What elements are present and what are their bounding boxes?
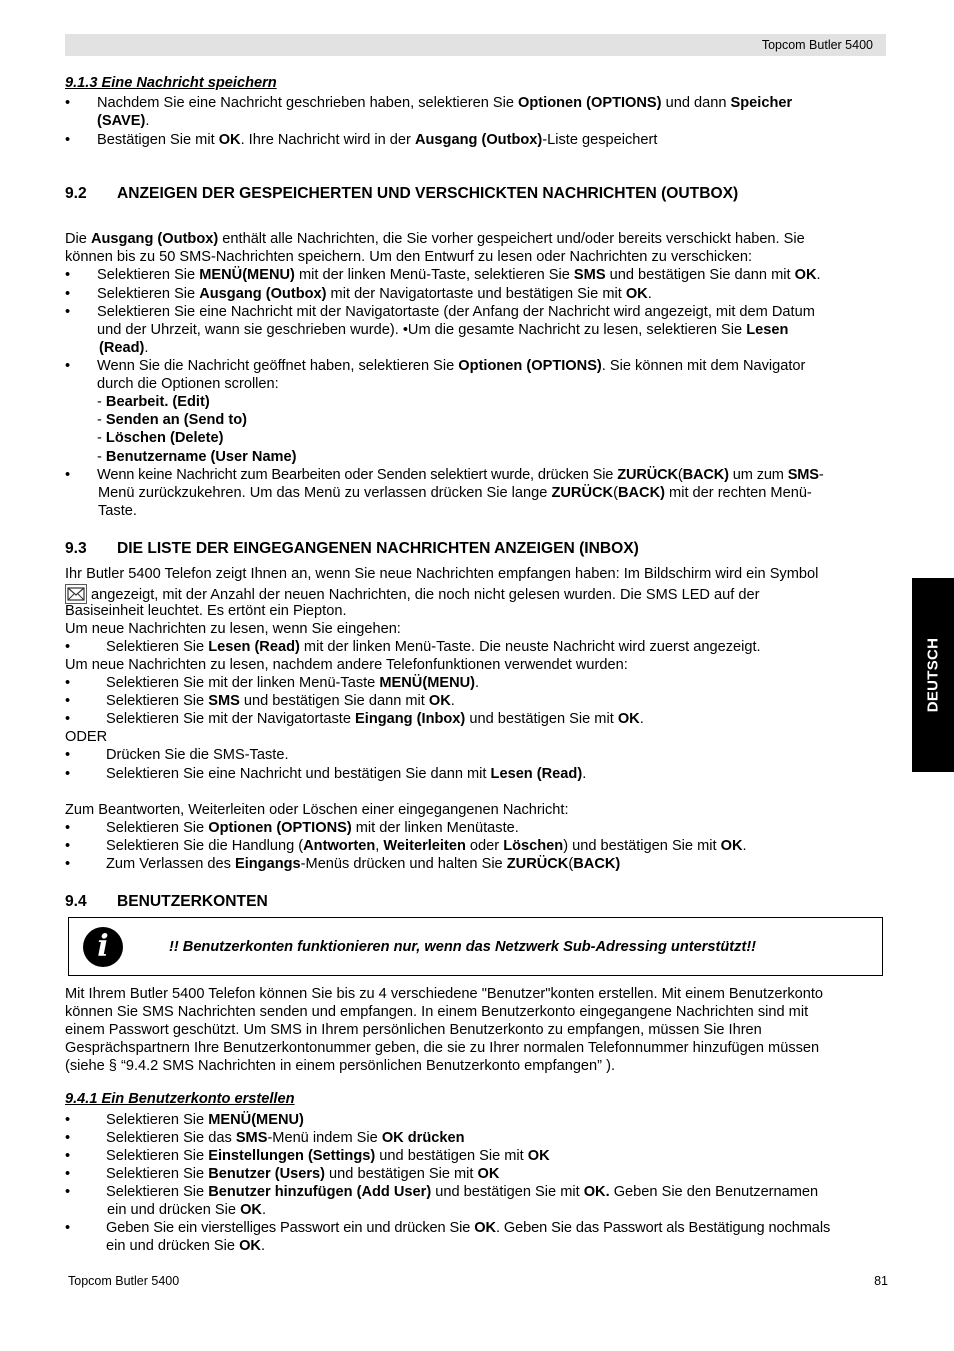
list-item-cont: (SAVE). [97,113,150,129]
list-item: • Selektieren Sie Ausgang (Outbox) mit der Navigatortaste und bestätigen Sie mit OK. [65,286,652,302]
paragraph: Ihr Butler 5400 Telefon zeigt Ihnen an, wenn Sie neue Nachrichten empfangen haben: Im Bildschirm wird ein Symbol [65,566,819,582]
list-item: • Selektieren Sie mit der linken Menü-Taste MENÜ(MENU). [65,675,480,691]
paragraph: angezeigt, mit der Anzahl der neuen Nachrichten, die noch nicht gelesen wurden. Die SMS LED auf der [65,584,759,604]
footer-title: Topcom Butler 5400 [68,1274,180,1288]
list-item: • Selektieren Sie mit der Navigatortaste Eingang (Inbox) und bestätigen Sie mit OK. [65,711,644,727]
subsection-title-913: 9.1.3 Eine Nachricht speichern [65,75,277,91]
language-tab [912,578,954,772]
header-title: Topcom Butler 5400 [761,38,873,52]
paragraph: Gesprächspartnern Ihre Benutzerkontonummer geben, die sie zu Ihrer normalen Telefonnummer hinzufügen müssen [65,1040,820,1056]
paragraph: einem Passwort geschützt. Um SMS in Ihrem persönlichen Benutzerkonto zu empfangen, müssen Sie Ihren [65,1022,762,1038]
page-number: 81 [874,1274,888,1288]
list-item: • Selektieren Sie die Handlung (Antworten, Weiterleiten oder Löschen) und bestätigen Sie mit OK. [65,838,747,854]
list-item-cont: ein und drücken Sie OK. [106,1238,266,1254]
paragraph: ODER [65,729,108,745]
list-item: • Wenn keine Nachricht zum Bearbeiten oder Senden selektiert wurde, drücken Sie ZURÜCK(BACK) um zum SMS- [65,467,824,483]
list-item: • Bestätigen Sie mit OK. Ihre Nachricht wird in der Ausgang (Outbox)-Liste gespeichert [65,132,658,148]
subsection-title-941: 9.4.1 Ein Benutzerkonto erstellen [65,1091,295,1107]
list-item: • Selektieren Sie eine Nachricht mit der Navigatortaste (der Anfang der Nachricht wird angezeigt, mit dem Datum [65,304,815,320]
list-item: • Nachdem Sie eine Nachricht geschrieben haben, selektieren Sie Optionen (OPTIONS) und dann Speicher [65,95,793,111]
info-icon: i [83,927,123,967]
list-item-cont: (Read). [99,340,149,356]
paragraph: Basiseinheit leuchtet. Es ertönt ein Piepton. [65,603,347,619]
list-item: • Selektieren Sie eine Nachricht und bestätigen Sie dann mit Lesen (Read). [65,766,587,782]
paragraph: können Sie SMS Nachrichten senden und empfangen. In einem Benutzerkonto eingegangene Nachrichten sind mit [65,1004,809,1020]
list-item: • Wenn Sie die Nachricht geöffnet haben, selektieren Sie Optionen (OPTIONS). Sie können mit dem Navigator [65,358,806,374]
list-item: • Selektieren Sie MENÜ(MENU) mit der linken Menü-Taste, selektieren Sie SMS und bestätigen Sie dann mit OK. [65,267,821,283]
page-header [65,34,886,56]
paragraph: (siehe § “9.4.2 SMS Nachrichten in einem persönlichen Benutzerkonto empfangen” ). [65,1058,615,1074]
option-item: - Senden an (Send to) [97,412,247,428]
info-note-text: !! Benutzerkonten funktionieren nur, wenn das Netzwerk Sub-Adressing unterstützt!! [169,939,757,955]
list-item: • Selektieren Sie MENÜ(MENU) [65,1112,304,1128]
section-heading-94: 9.4 BENUTZERKONTEN [65,893,268,910]
option-item: - Benutzername (User Name) [97,449,297,465]
option-item: - Bearbeit. (Edit) [97,394,210,410]
section-heading-92: 9.2 ANZEIGEN DER GESPEICHERTEN UND VERSCHICKTEN NACHRICHTEN (OUTBOX) [65,185,739,202]
list-item: • Selektieren Sie Benutzer hinzufügen (Add User) und bestätigen Sie mit OK. Geben Sie den Benutzernamen [65,1184,819,1200]
paragraph: Zum Beantworten, Weiterleiten oder Löschen einer eingegangenen Nachricht: [65,802,569,818]
list-item: • Drücken Sie die SMS-Taste. [65,747,289,763]
list-item: • Selektieren Sie SMS und bestätigen Sie dann mit OK. [65,693,455,709]
paragraph: können bis zu 50 SMS-Nachrichten speichern. Um den Entwurf zu lesen oder Nachrichten zu verschicken: [65,249,753,265]
paragraph: Um neue Nachrichten zu lesen, wenn Sie eingehen: [65,621,401,637]
list-item-cont: durch die Optionen scrollen: [97,376,279,392]
list-item: • Selektieren Sie Benutzer (Users) und bestätigen Sie mit OK [65,1166,500,1182]
paragraph: Mit Ihrem Butler 5400 Telefon können Sie bis zu 4 verschiedene "Benutzer"konten erstellen. Mit einem Benutzerkonto [65,986,824,1002]
list-item: • Geben Sie ein vierstelliges Passwort ein und drücken Sie OK. Geben Sie das Passwort als Bestätigung nochmals [65,1220,831,1236]
list-item-cont: Menü zurückzukehren. Um das Menü zu verlassen drücken Sie lange ZURÜCK(BACK) mit der rechten Menü- [98,485,812,501]
envelope-icon [65,584,87,604]
list-item: • Selektieren Sie Einstellungen (Settings) und bestätigen Sie mit OK [65,1148,550,1164]
info-note-box [68,917,883,976]
paragraph: Um neue Nachrichten zu lesen, nachdem andere Telefonfunktionen verwendet wurden: [65,657,628,673]
option-item: - Löschen (Delete) [97,430,224,446]
list-item-cont: Taste. [98,503,137,519]
language-tab-label: DEUTSCH [924,637,942,713]
list-item: • Zum Verlassen des Eingangs-Menüs drücken und halten Sie ZURÜCK(BACK) [65,856,621,872]
paragraph: Die Ausgang (Outbox) enthält alle Nachrichten, die Sie vorher gespeichert und/oder bereits verschickt haben. Sie [65,231,805,247]
list-item: • Selektieren Sie Lesen (Read) mit der linken Menü-Taste. Die neuste Nachricht wird zuerst angezeigt. [65,639,761,655]
section-heading-93: 9.3 DIE LISTE DER EINGEGANGENEN NACHRICHTEN ANZEIGEN (INBOX) [65,540,639,557]
list-item-cont: ein und drücken Sie OK. [107,1202,267,1218]
list-item: • Selektieren Sie das SMS-Menü indem Sie OK drücken [65,1130,465,1146]
list-item: • Selektieren Sie Optionen (OPTIONS) mit der linken Menütaste. [65,820,519,836]
list-item-cont: und der Uhrzeit, wann sie geschrieben wurde). •Um die gesamte Nachricht zu lesen, selektieren Sie Lesen [97,322,789,338]
